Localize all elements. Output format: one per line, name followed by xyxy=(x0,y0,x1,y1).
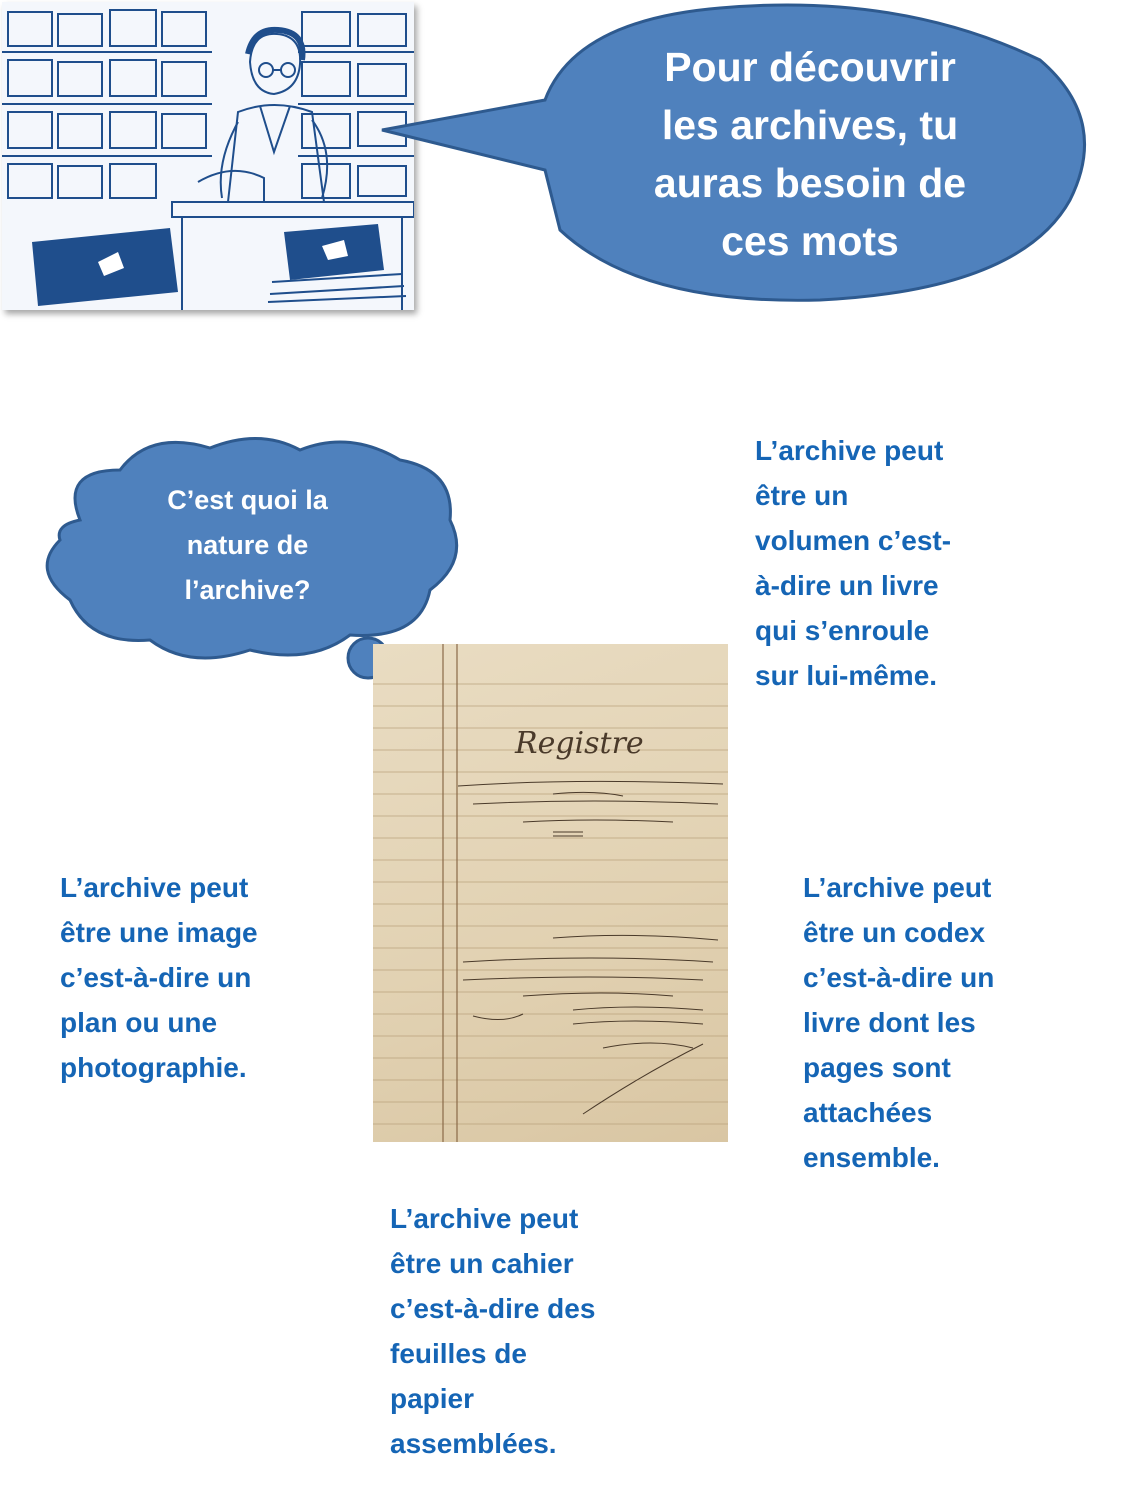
caption-line: qui s’enroule xyxy=(755,615,930,646)
caption-line: être un cahier xyxy=(390,1248,574,1279)
caption-line: attachées xyxy=(803,1097,933,1128)
caption-line: L’archive peut xyxy=(755,435,944,466)
speech-line: ces mots xyxy=(721,218,899,264)
caption-line: c’est-à-dire des xyxy=(390,1293,596,1324)
caption-volumen xyxy=(755,428,995,698)
caption-line: livre dont les xyxy=(803,1007,976,1038)
caption-line: être un codex xyxy=(803,917,986,948)
caption-line: feuilles de xyxy=(390,1338,527,1369)
caption-line: être un xyxy=(755,480,849,511)
caption-line: volumen c’est- xyxy=(755,525,952,556)
register-photo-icon xyxy=(373,644,728,1142)
caption-line: assemblées. xyxy=(390,1428,557,1459)
caption-line: à-dire un livre xyxy=(755,570,939,601)
cloud-line: nature de xyxy=(186,530,309,560)
archivist-illustration xyxy=(2,2,414,310)
register-title: Registre xyxy=(515,726,644,761)
caption-line: papier xyxy=(390,1383,475,1414)
register-photo xyxy=(373,644,728,1142)
caption-line: L’archive peut xyxy=(60,872,249,903)
caption-line: c’est-à-dire un xyxy=(803,962,995,993)
caption-line: L’archive peut xyxy=(390,1203,579,1234)
caption-line: c’est-à-dire un xyxy=(60,962,252,993)
caption-line: être une image xyxy=(60,917,258,948)
speech-line: Pour découvrir xyxy=(664,44,956,90)
speech-bubble-text xyxy=(630,38,990,270)
caption-line: photographie. xyxy=(60,1052,247,1083)
thought-cloud-text xyxy=(115,478,380,613)
caption-line: L’archive peut xyxy=(803,872,992,903)
cloud-line: l’archive? xyxy=(184,575,311,605)
cloud-line: C’est quoi la xyxy=(167,485,328,515)
speech-line: auras besoin de xyxy=(653,160,967,206)
caption-line: ensemble. xyxy=(803,1142,940,1173)
archivist-drawing-icon xyxy=(2,2,414,310)
caption-codex xyxy=(803,865,1043,1180)
caption-line: plan ou une xyxy=(60,1007,218,1038)
caption-line: sur lui-même. xyxy=(755,660,938,691)
speech-line: les archives, tu xyxy=(661,102,959,148)
caption-cahier xyxy=(390,1196,630,1466)
caption-image xyxy=(60,865,298,1090)
caption-line: pages sont xyxy=(803,1052,951,1083)
